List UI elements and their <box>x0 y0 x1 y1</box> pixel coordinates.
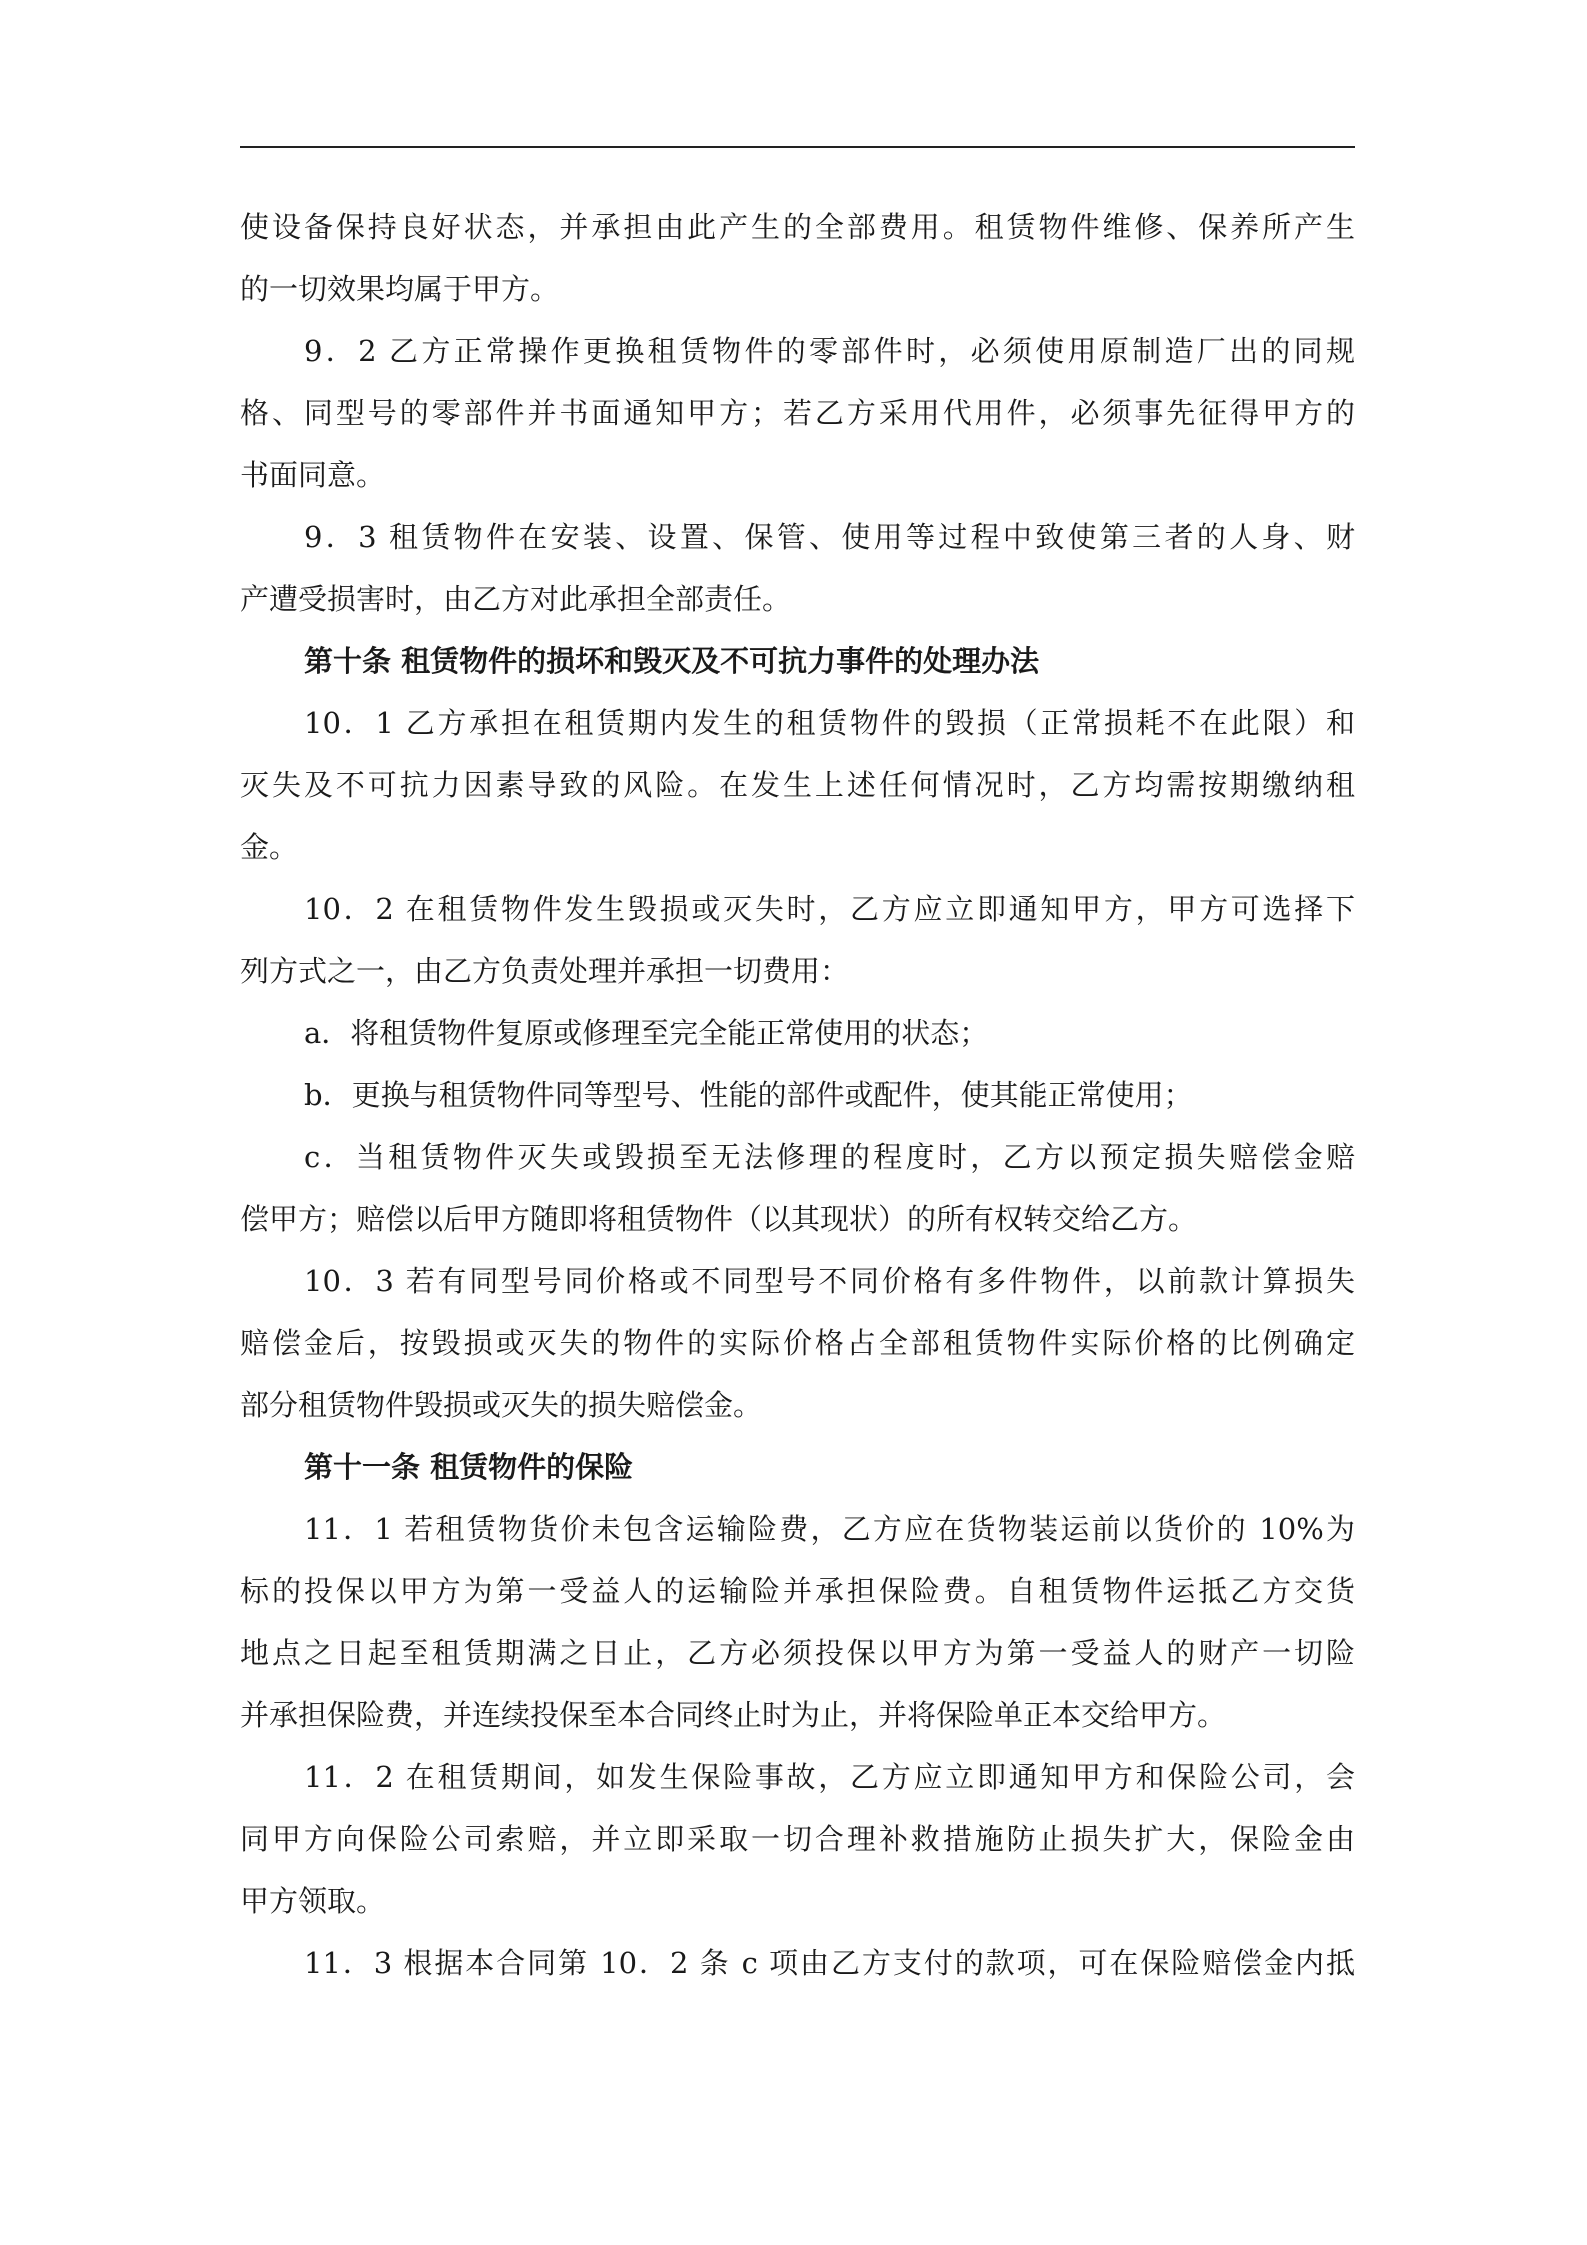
text-line: 金。 <box>240 830 299 864</box>
document-body <box>240 196 1355 1994</box>
clause-11-2: 11．2 在租赁期间，如发生保险事故，乙方应立即通知甲方和保险公司，会 <box>304 1760 1355 1794</box>
option-c: c．当租赁物件灭失或毁损至无法修理的程度时，乙方以预定损失赔偿金赔 <box>304 1140 1355 1174</box>
text-line: 列方式之一，由乙方负责处理并承担一切费用： <box>240 954 850 988</box>
text-line: 甲方领取。 <box>240 1884 386 1918</box>
clause-11-3: 11．3 根据本合同第 10．2 条 c 项由乙方支付的款项，可在保险赔偿金内抵 <box>304 1946 1355 1980</box>
text-line: 格、同型号的零部件并书面通知甲方；若乙方采用代用件，必须事先征得甲方的 <box>240 396 1355 430</box>
option-a: a．将租赁物件复原或修理至完全能正常使用的状态； <box>304 1016 989 1050</box>
text-line: 使设备保持良好状态，并承担由此产生的全部费用。租赁物件维修、保养所产生 <box>240 210 1355 244</box>
text-line: 产遭受损害时，由乙方对此承担全部责任。 <box>240 582 792 616</box>
clause-11-1: 11．1 若租赁物货价未包含运输险费，乙方应在货物装运前以货价的 10%为 <box>304 1512 1355 1546</box>
text-line: 部分租赁物件毁损或灭失的损失赔偿金。 <box>240 1388 763 1422</box>
article-10-heading: 第十条 租赁物件的损坏和毁灭及不可抗力事件的处理办法 <box>304 644 1040 678</box>
option-b: b．更换与租赁物件同等型号、性能的部件或配件，使其能正常使用； <box>304 1078 1193 1112</box>
header-rule <box>240 146 1355 148</box>
text-line: 的一切效果均属于甲方。 <box>240 272 560 306</box>
text-line: 并承担保险费，并连续投保至本合同终止时为止，并将保险单正本交给甲方。 <box>240 1698 1227 1732</box>
clause-10-1: 10．1 乙方承担在租赁期内发生的租赁物件的毁损（正常损耗不在此限）和 <box>304 706 1355 740</box>
article-11-heading: 第十一条 租赁物件的保险 <box>304 1450 634 1484</box>
text-line: 赔偿金后，按毁损或灭失的物件的实际价格占全部租赁物件实际价格的比例确定 <box>240 1326 1355 1360</box>
clause-10-3: 10．3 若有同型号同价格或不同型号不同价格有多件物件，以前款计算损失 <box>304 1264 1355 1298</box>
text-line: 标的投保以甲方为第一受益人的运输险并承担保险费。自租赁物件运抵乙方交货 <box>240 1574 1355 1608</box>
clause-9-2: 9．2 乙方正常操作更换租赁物件的零部件时，必须使用原制造厂出的同规 <box>304 334 1355 368</box>
text-line: 偿甲方；赔偿以后甲方随即将租赁物件（以其现状）的所有权转交给乙方。 <box>240 1202 1198 1236</box>
text-line: 同甲方向保险公司索赔，并立即采取一切合理补救措施防止损失扩大，保险金由 <box>240 1822 1355 1856</box>
clause-9-3: 9．3 租赁物件在安装、设置、保管、使用等过程中致使第三者的人身、财 <box>304 520 1355 554</box>
clause-10-2: 10．2 在租赁物件发生毁损或灭失时，乙方应立即通知甲方，甲方可选择下 <box>304 892 1355 926</box>
text-line: 地点之日起至租赁期满之日止，乙方必须投保以甲方为第一受益人的财产一切险 <box>240 1636 1355 1670</box>
text-line: 书面同意。 <box>240 458 386 492</box>
text-line: 灭失及不可抗力因素导致的风险。在发生上述任何情况时，乙方均需按期缴纳租 <box>240 768 1355 802</box>
